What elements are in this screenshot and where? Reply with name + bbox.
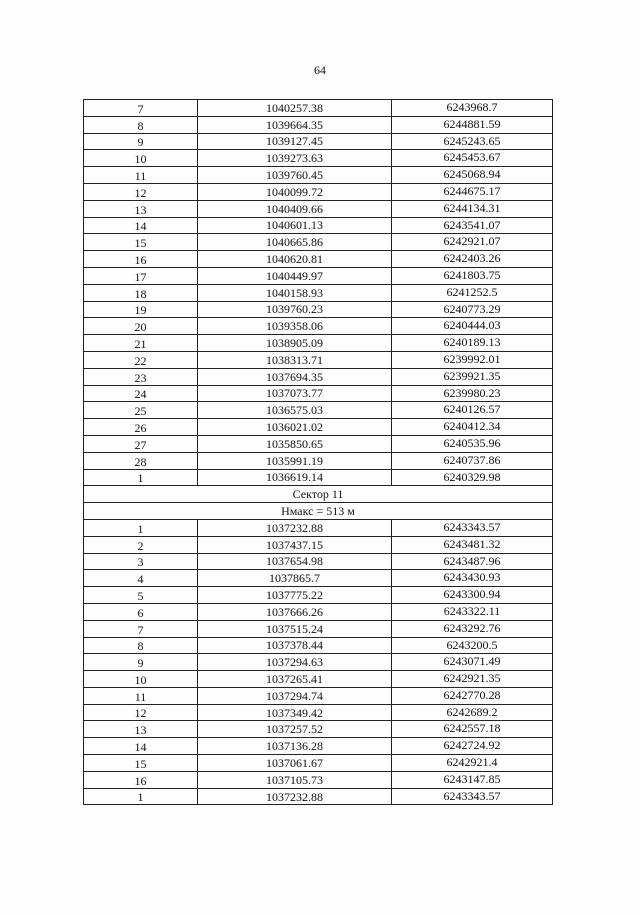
table-row [84, 183, 553, 200]
point-number-cell: 23 [84, 368, 198, 385]
x-coordinate-cell: 1037265.41 [198, 671, 392, 688]
point-number-cell: 20 [84, 318, 198, 335]
point-number-cell: 13 [84, 721, 198, 738]
point-number-cell: 8 [84, 637, 198, 654]
x-coordinate-cell: 1038313.71 [198, 351, 392, 368]
y-coordinate-cell: 6243481.32 [392, 536, 553, 553]
x-coordinate-cell: 1037105.73 [198, 771, 392, 788]
y-coordinate-cell: 6242921.35 [392, 671, 553, 688]
x-coordinate-cell: 1040099.72 [198, 183, 392, 200]
point-number-cell: 19 [84, 301, 198, 318]
y-coordinate-cell: 6239921.35 [392, 368, 553, 385]
x-coordinate-cell: 1039760.23 [198, 301, 392, 318]
section-max-height: Нмакс = 513 м [84, 503, 553, 520]
point-number-cell: 12 [84, 183, 198, 200]
x-coordinate-cell: 1037515.24 [198, 620, 392, 637]
table-row [84, 671, 553, 688]
table-row [84, 654, 553, 671]
point-number-cell: 18 [84, 284, 198, 301]
table-row [84, 687, 553, 704]
point-number-cell: 13 [84, 200, 198, 217]
x-coordinate-cell: 1039127.45 [198, 133, 392, 150]
x-coordinate-cell: 1037061.67 [198, 755, 392, 772]
point-number-cell: 1 [84, 519, 198, 536]
y-coordinate-cell: 6240412.34 [392, 419, 553, 436]
y-coordinate-cell: 6240126.57 [392, 402, 553, 419]
x-coordinate-cell: 1039760.45 [198, 167, 392, 184]
y-coordinate-cell: 6243147.85 [392, 771, 553, 788]
point-number-cell: 10 [84, 150, 198, 167]
y-coordinate-cell: 6242921.07 [392, 234, 553, 251]
point-number-cell: 9 [84, 654, 198, 671]
x-coordinate-cell: 1036021.02 [198, 419, 392, 436]
section-row [84, 503, 553, 520]
table-row [84, 133, 553, 150]
table-row [84, 704, 553, 721]
table-row [84, 116, 553, 133]
table-row [84, 368, 553, 385]
x-coordinate-cell: 1037349.42 [198, 704, 392, 721]
y-coordinate-cell: 6243968.7 [392, 100, 553, 117]
y-coordinate-cell: 6241252.5 [392, 284, 553, 301]
y-coordinate-cell: 6242689.2 [392, 704, 553, 721]
y-coordinate-cell: 6240773.29 [392, 301, 553, 318]
x-coordinate-cell: 1037073.77 [198, 385, 392, 402]
y-coordinate-cell: 6242403.26 [392, 251, 553, 268]
y-coordinate-cell: 6242770.28 [392, 687, 553, 704]
y-coordinate-cell: 6240329.98 [392, 469, 553, 486]
point-number-cell: 25 [84, 402, 198, 419]
table-row [84, 150, 553, 167]
page-number: 64 [314, 63, 326, 77]
point-number-cell: 8 [84, 116, 198, 133]
table-row [84, 553, 553, 570]
x-coordinate-cell: 1037865.7 [198, 570, 392, 587]
x-coordinate-cell: 1037294.74 [198, 687, 392, 704]
point-number-cell: 15 [84, 755, 198, 772]
table-row [84, 301, 553, 318]
x-coordinate-cell: 1039358.06 [198, 318, 392, 335]
x-coordinate-cell: 1040601.13 [198, 217, 392, 234]
x-coordinate-cell: 1038905.09 [198, 335, 392, 352]
table-row [84, 738, 553, 755]
point-number-cell: 22 [84, 351, 198, 368]
y-coordinate-cell: 6243541.07 [392, 217, 553, 234]
point-number-cell: 16 [84, 251, 198, 268]
x-coordinate-cell: 1037232.88 [198, 788, 392, 805]
table-row [84, 267, 553, 284]
y-coordinate-cell: 6240189.13 [392, 335, 553, 352]
table-row [84, 419, 553, 436]
table-row [84, 100, 553, 117]
x-coordinate-cell: 1035991.19 [198, 452, 392, 469]
table-row [84, 318, 553, 335]
y-coordinate-cell: 6243430.93 [392, 570, 553, 587]
table-row [84, 200, 553, 217]
point-number-cell: 28 [84, 452, 198, 469]
table-row [84, 351, 553, 368]
x-coordinate-cell: 1037666.26 [198, 603, 392, 620]
coordinates-table-body [84, 100, 553, 805]
table-row [84, 385, 553, 402]
y-coordinate-cell: 6243071.49 [392, 654, 553, 671]
y-coordinate-cell: 6243300.94 [392, 587, 553, 604]
x-coordinate-cell: 1040620.81 [198, 251, 392, 268]
y-coordinate-cell: 6245068.94 [392, 167, 553, 184]
point-number-cell: 16 [84, 771, 198, 788]
point-number-cell: 9 [84, 133, 198, 150]
y-coordinate-cell: 6243322.11 [392, 603, 553, 620]
y-coordinate-cell: 6243343.57 [392, 519, 553, 536]
table-row [84, 788, 553, 805]
x-coordinate-cell: 1037294.63 [198, 654, 392, 671]
y-coordinate-cell: 6240737.86 [392, 452, 553, 469]
point-number-cell: 6 [84, 603, 198, 620]
y-coordinate-cell: 6242724.92 [392, 738, 553, 755]
table-row [84, 402, 553, 419]
table-row [84, 167, 553, 184]
x-coordinate-cell: 1037654.98 [198, 553, 392, 570]
x-coordinate-cell: 1035850.65 [198, 435, 392, 452]
x-coordinate-cell: 1037378.44 [198, 637, 392, 654]
point-number-cell: 7 [84, 620, 198, 637]
coordinates-table [83, 99, 553, 805]
point-number-cell: 14 [84, 217, 198, 234]
y-coordinate-cell: 6243487.96 [392, 553, 553, 570]
x-coordinate-cell: 1037775.22 [198, 587, 392, 604]
x-coordinate-cell: 1040449.97 [198, 267, 392, 284]
table-row [84, 620, 553, 637]
table-row [84, 335, 553, 352]
point-number-cell: 11 [84, 167, 198, 184]
point-number-cell: 3 [84, 553, 198, 570]
x-coordinate-cell: 1037257.52 [198, 721, 392, 738]
table-row [84, 284, 553, 301]
x-coordinate-cell: 1036575.03 [198, 402, 392, 419]
table-row [84, 771, 553, 788]
y-coordinate-cell: 6240535.96 [392, 435, 553, 452]
y-coordinate-cell: 6239980.23 [392, 385, 553, 402]
x-coordinate-cell: 1040409.66 [198, 200, 392, 217]
table-row [84, 519, 553, 536]
x-coordinate-cell: 1039664.35 [198, 116, 392, 133]
point-number-cell: 5 [84, 587, 198, 604]
table-row [84, 234, 553, 251]
point-number-cell: 10 [84, 671, 198, 688]
table-row [84, 435, 553, 452]
point-number-cell: 14 [84, 738, 198, 755]
table-row [84, 469, 553, 486]
table-row [84, 587, 553, 604]
x-coordinate-cell: 1037437.15 [198, 536, 392, 553]
y-coordinate-cell: 6243200.5 [392, 637, 553, 654]
x-coordinate-cell: 1040665.86 [198, 234, 392, 251]
point-number-cell: 1 [84, 469, 198, 486]
table-row [84, 637, 553, 654]
table-row [84, 536, 553, 553]
point-number-cell: 17 [84, 267, 198, 284]
point-number-cell: 21 [84, 335, 198, 352]
table-row [84, 217, 553, 234]
section-title: Сектор 11 [84, 486, 553, 503]
x-coordinate-cell: 1040257.38 [198, 100, 392, 117]
point-number-cell: 27 [84, 435, 198, 452]
y-coordinate-cell: 6240444.03 [392, 318, 553, 335]
x-coordinate-cell: 1037232.88 [198, 519, 392, 536]
y-coordinate-cell: 6242921.4 [392, 755, 553, 772]
y-coordinate-cell: 6242557.18 [392, 721, 553, 738]
section-row [84, 486, 553, 503]
point-number-cell: 15 [84, 234, 198, 251]
x-coordinate-cell: 1036619.14 [198, 469, 392, 486]
point-number-cell: 1 [84, 788, 198, 805]
table-row [84, 755, 553, 772]
point-number-cell: 26 [84, 419, 198, 436]
x-coordinate-cell: 1037694.35 [198, 368, 392, 385]
y-coordinate-cell: 6243292.76 [392, 620, 553, 637]
y-coordinate-cell: 6241803.75 [392, 267, 553, 284]
y-coordinate-cell: 6245243.65 [392, 133, 553, 150]
x-coordinate-cell: 1040158.93 [198, 284, 392, 301]
table-row [84, 452, 553, 469]
y-coordinate-cell: 6244881.59 [392, 116, 553, 133]
point-number-cell: 12 [84, 704, 198, 721]
y-coordinate-cell: 6244675.17 [392, 183, 553, 200]
y-coordinate-cell: 6245453.67 [392, 150, 553, 167]
point-number-cell: 24 [84, 385, 198, 402]
x-coordinate-cell: 1039273.63 [198, 150, 392, 167]
point-number-cell: 4 [84, 570, 198, 587]
table-row [84, 603, 553, 620]
table-row [84, 251, 553, 268]
table-row [84, 721, 553, 738]
point-number-cell: 11 [84, 687, 198, 704]
point-number-cell: 7 [84, 100, 198, 117]
y-coordinate-cell: 6239992.01 [392, 351, 553, 368]
table-row [84, 570, 553, 587]
y-coordinate-cell: 6244134.31 [392, 200, 553, 217]
point-number-cell: 2 [84, 536, 198, 553]
y-coordinate-cell: 6243343.57 [392, 788, 553, 805]
x-coordinate-cell: 1037136.28 [198, 738, 392, 755]
